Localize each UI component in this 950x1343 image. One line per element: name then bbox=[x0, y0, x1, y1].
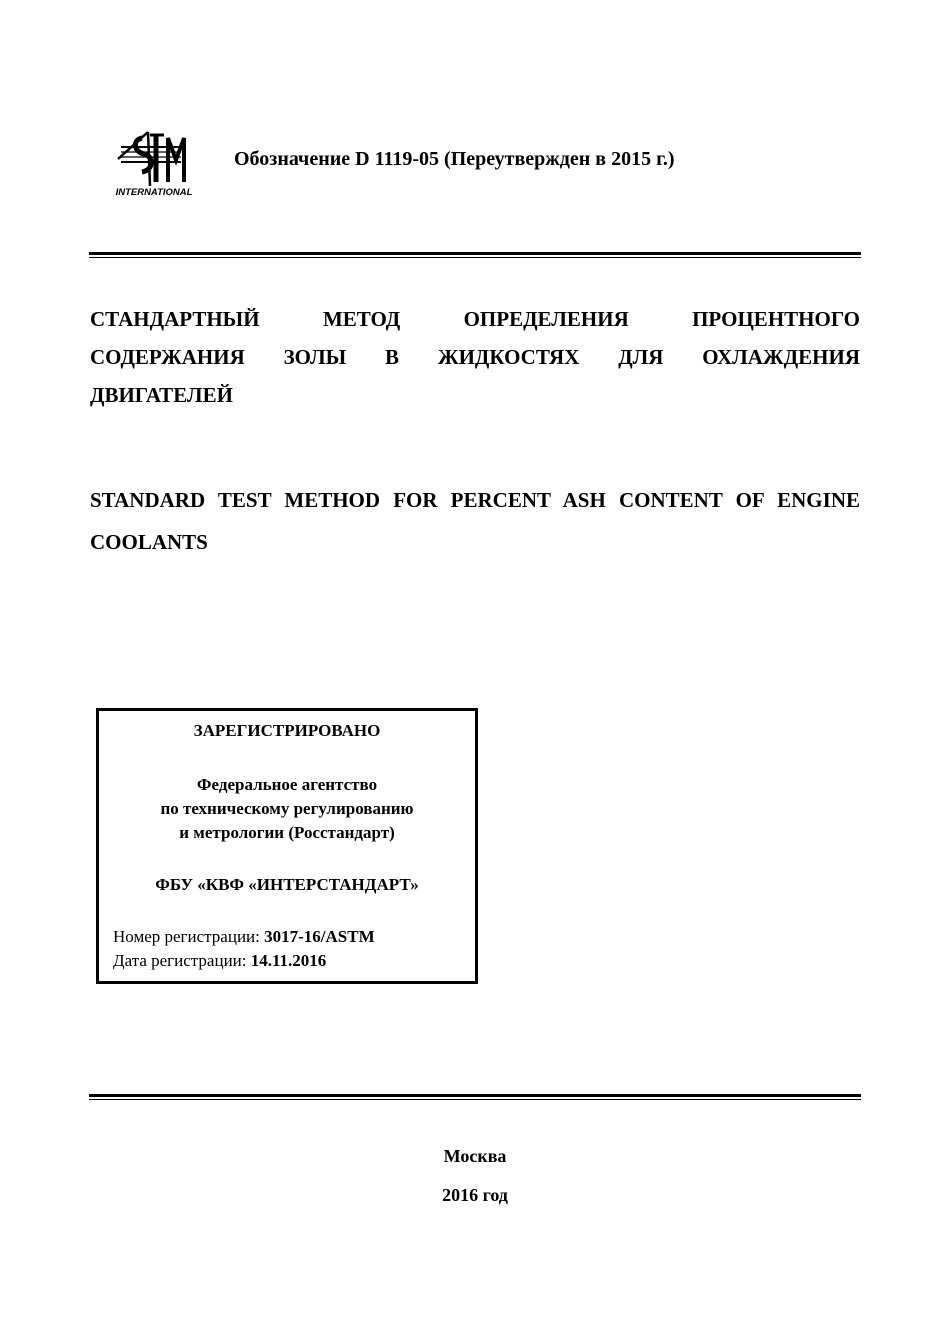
logo-text: INTERNATIONAL bbox=[115, 187, 193, 198]
registration-heading: ЗАРЕГИСТРИРОВАНО bbox=[193, 721, 381, 740]
publication-city: Москва bbox=[443, 1146, 507, 1166]
document-designation: Обозначение D 1119-05 (Переутвержден в 2015 г.) bbox=[234, 148, 675, 170]
registration-organization: ФБУ «КВФ «ИНТЕРСТАНДАРТ» bbox=[155, 875, 419, 894]
title-english: STANDARD TEST METHOD FOR PERCENT ASH CONTENT OF ENGINE COOLANTS bbox=[90, 488, 860, 554]
astm-international-logo-icon bbox=[112, 126, 196, 198]
registration-details bbox=[113, 925, 375, 973]
registration-box bbox=[96, 708, 478, 984]
registration-date-value: 14.11.2016 bbox=[250, 951, 327, 970]
registration-date-label: Дата регистрации: bbox=[113, 951, 251, 970]
bottom-divider bbox=[89, 1094, 861, 1100]
agency-line: по техническому регулированию bbox=[160, 799, 414, 818]
registration-agency bbox=[99, 773, 475, 845]
registration-number-value: 3017-16/ASTM bbox=[264, 927, 375, 946]
registration-number-label: Номер регистрации: bbox=[113, 927, 265, 946]
agency-line: и метрологии (Росстандарт) bbox=[179, 823, 395, 842]
publication-year: 2016 год bbox=[442, 1185, 508, 1205]
agency-line: Федеральное агентство bbox=[196, 775, 378, 794]
title-russian: СТАНДАРТНЫЙ МЕТОД ОПРЕДЕЛЕНИЯ ПРОЦЕНТНОГО СОДЕРЖАНИЯ ЗОЛЫ В ЖИДКОСТЯХ ДЛЯ ОХЛАЖДЕНИЯ ДВИГАТЕЛЕЙ bbox=[90, 307, 860, 407]
registration-number bbox=[113, 925, 375, 949]
top-divider bbox=[89, 252, 861, 258]
registration-date bbox=[113, 949, 375, 973]
astm-logo bbox=[112, 126, 196, 198]
